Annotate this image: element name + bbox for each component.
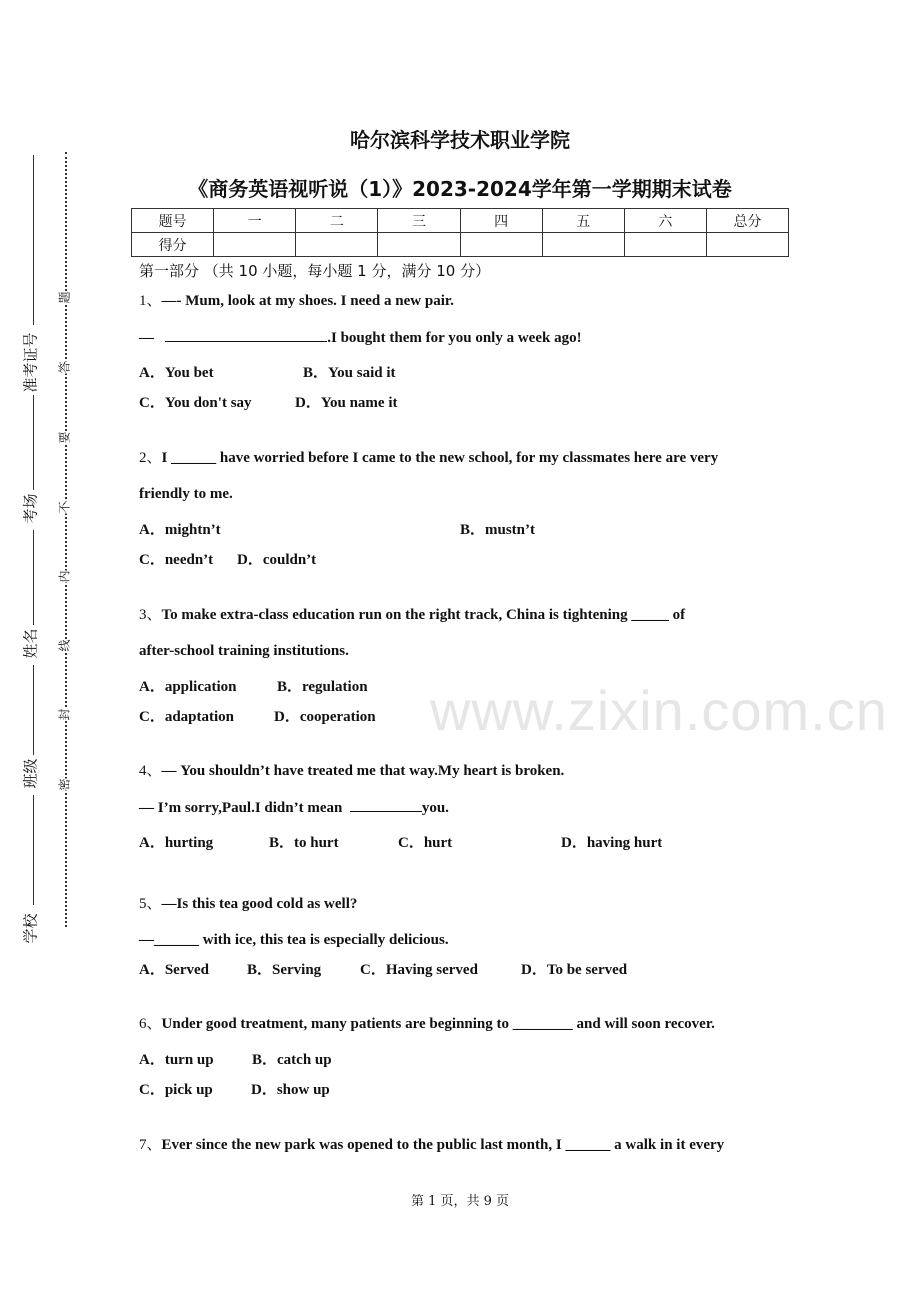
option-d: D．To be served: [521, 962, 628, 978]
score-header: 五: [542, 209, 624, 233]
score-header: 六: [624, 209, 706, 233]
question-1-line2: — .I bought them for you only a week ago!: [139, 327, 582, 347]
option-b: B．catch up: [252, 1052, 332, 1068]
page-footer: 第 1 页，共 9 页: [410, 1194, 510, 1209]
option-a: A．application: [139, 679, 237, 695]
seal-char: 内: [55, 570, 74, 582]
seal-char: 密: [55, 778, 74, 790]
score-cell: [706, 233, 788, 257]
field-exam-number: 准考证号: [21, 332, 40, 393]
option-d: D．cooperation: [274, 709, 376, 725]
answer-blank: [350, 797, 422, 812]
score-cell: [624, 233, 706, 257]
score-header: 三: [378, 209, 460, 233]
score-header: 总分: [706, 209, 788, 233]
seal-char: 要: [55, 431, 74, 443]
score-row-label: 得分: [132, 233, 214, 257]
option-c: C．You don't say: [139, 395, 252, 411]
option-c: C．pick up: [139, 1082, 213, 1098]
seal-dotted-line: [65, 152, 67, 927]
option-a: A．turn up: [139, 1052, 214, 1068]
option-a: A．Served: [139, 962, 209, 978]
question-5-line2: —______ with ice, this tea is especially delicious.: [139, 932, 449, 948]
question-3-line2: after-school training institutions.: [139, 643, 349, 659]
score-table: [131, 208, 789, 257]
score-header: 二: [296, 209, 378, 233]
score-cell: [214, 233, 296, 257]
question-7: 7、Ever since the new park was opened to the public last month, I ______ a walk in it every: [139, 1137, 725, 1153]
score-cell: [378, 233, 460, 257]
question-4: 4、— You shouldn’t have treated me that way.My heart is broken.: [139, 763, 565, 779]
field-class: 班级: [21, 758, 40, 789]
score-cell: [542, 233, 624, 257]
seal-char: 不: [55, 501, 74, 513]
field-exam-room: 考场: [21, 493, 40, 524]
score-header: 题号: [132, 209, 214, 233]
option-b: B．regulation: [277, 679, 368, 695]
score-cell: [296, 233, 378, 257]
option-c: C．hurt: [398, 835, 453, 851]
section-heading: 第一部分 （共 10 小题，每小题 1 分，满分 10 分）: [139, 262, 491, 280]
option-b: B．You said it: [303, 365, 396, 381]
question-4-line2: — I’m sorry,Paul.I didn’t mean you.: [139, 797, 449, 817]
option-a: A．hurting: [139, 835, 214, 851]
score-cell: [460, 233, 542, 257]
option-d: D．having hurt: [561, 835, 663, 851]
question-2-line2: friendly to me.: [139, 486, 233, 502]
score-header: 四: [460, 209, 542, 233]
option-d: D．couldn’t: [237, 552, 317, 568]
answer-blank: [165, 327, 327, 342]
watermark: www.zixin.com.cn: [430, 679, 888, 742]
question-3: 3、To make extra-class education run on the right track, China is tightening _____ of: [139, 607, 686, 623]
school-name: 哈尔滨科学技术职业学院: [350, 128, 570, 152]
question-6: 6、Under good treatment, many patients are beginning to ________ and will soon recover.: [139, 1016, 715, 1032]
option-c: C．adaptation: [139, 709, 235, 725]
field-name: 姓名: [21, 628, 40, 659]
option-a: A．mightn’t: [139, 522, 221, 538]
question-1: 1、—- Mum, look at my shoes. I need a new pair.: [139, 293, 454, 309]
option-d: D．show up: [251, 1082, 330, 1098]
field-school: 学校: [21, 913, 40, 944]
option-d: D．You name it: [295, 395, 398, 411]
option-b: B．Serving: [247, 962, 322, 978]
option-b: B．mustn’t: [460, 522, 536, 538]
seal-char: 题: [55, 291, 74, 303]
seal-char: 答: [55, 361, 74, 373]
exam-title: 《商务英语视听说（1）》2023-2024学年第一学期期末试卷: [188, 177, 732, 201]
question-2: 2、I ______ have worried before I came to the new school, for my classmates here are very: [139, 450, 719, 466]
option-a: A．You bet: [139, 365, 214, 381]
seal-char: 封: [55, 708, 74, 720]
option-c: C．Having served: [360, 962, 478, 978]
option-c: C．needn’t: [139, 552, 214, 568]
seal-char: 线: [55, 639, 74, 651]
score-header: 一: [214, 209, 296, 233]
question-5: 5、—Is this tea good cold as well?: [139, 896, 358, 912]
option-b: B．to hurt: [269, 835, 339, 851]
